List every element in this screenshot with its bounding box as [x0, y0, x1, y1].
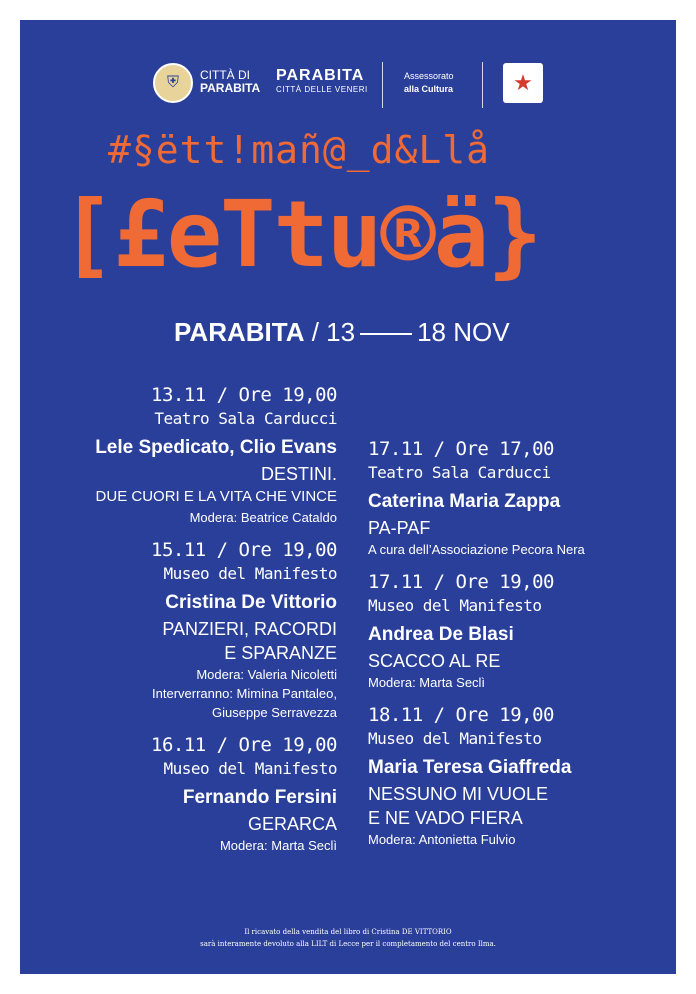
event-venue: Museo del Manifesto — [163, 564, 337, 583]
event-book-title: SCACCO AL RE — [368, 651, 501, 671]
title-line-1: #§ëtt!mañ@_d&Llå — [108, 128, 491, 172]
event-when: 13.11 / Ore 19,00 — [151, 384, 337, 406]
partner-logos — [20, 62, 676, 120]
event-author: Maria Teresa Giaffreda — [368, 757, 572, 778]
dateline-end: 18 NOV — [417, 317, 510, 347]
event-when: 16.11 / Ore 19,00 — [151, 734, 337, 756]
parabita-logo-subtitle: CITTÀ DELLE VENERI — [276, 85, 368, 94]
parabita-logo-title: PARABITA — [276, 67, 365, 84]
event-item — [37, 383, 337, 527]
event-note: Giuseppe Serravezza — [211, 705, 337, 720]
event-item — [368, 703, 668, 849]
event-when: 18.11 / Ore 19,00 — [368, 704, 554, 726]
title-line-2: [£eTtu®ä} — [60, 181, 541, 288]
citta-line1: CITTÀ DI — [200, 68, 250, 82]
event-note: Modera: Beatrice Cataldo — [189, 510, 337, 525]
dateline-start: 13 — [326, 317, 356, 347]
event-dateline — [174, 317, 510, 348]
assessorato-line1: Assessorato — [404, 71, 454, 81]
citta-line2: PARABITA — [200, 81, 261, 95]
event-author: Cristina De Vittorio — [165, 592, 337, 613]
events-left-column — [37, 383, 337, 866]
event-book-title: NESSUNO MI VUOLE — [368, 784, 549, 804]
event-venue: Teatro Sala Carducci — [154, 409, 337, 428]
dateline-city: PARABITA — [174, 317, 305, 347]
event-note: Modera: Valeria Nicoletti — [196, 667, 337, 682]
servizio-civile-universale-star-icon: ★ — [503, 63, 543, 103]
event-item — [368, 570, 668, 692]
city-crest-icon: ⛨ — [153, 63, 193, 103]
event-note: A cura dell’Associazione Pecora Nera — [368, 542, 585, 557]
dateline-separator: / — [304, 317, 327, 347]
event-book-title: E SPARANZE — [224, 643, 337, 663]
event-when: 17.11 / Ore 17,00 — [368, 438, 554, 460]
footer-line-1: Il ricavato della vendita del libro di Cristina DE VITTORIO — [244, 928, 452, 936]
event-when: 15.11 / Ore 19,00 — [151, 539, 337, 561]
event-author: Lele Spedicato, Clio Evans — [95, 437, 337, 458]
event-note: Modera: Antonietta Fulvio — [368, 832, 516, 847]
logo-divider — [382, 62, 383, 108]
event-author: Fernando Fersini — [182, 787, 337, 808]
events-right-column — [368, 437, 668, 860]
event-book-title: E NE VADO FIERA — [368, 808, 523, 828]
event-poster — [20, 20, 676, 974]
event-book-title: GERARCA — [247, 814, 337, 834]
event-note: Modera: Marta Seclì — [368, 675, 486, 690]
event-book-title: DUE CUORI E LA VITA CHE VINCE — [95, 488, 337, 505]
event-author: Caterina Maria Zappa — [368, 491, 561, 512]
event-item — [37, 733, 337, 855]
event-venue: Teatro Sala Carducci — [368, 463, 551, 482]
event-note: Interverranno: Mimina Pantaleo, — [152, 686, 337, 701]
event-venue: Museo del Manifesto — [368, 729, 542, 748]
footer-line-2: sarà interamente devoluto alla LILT di Lecce per il completamento del centro Ilma. — [200, 940, 496, 948]
event-note: Modera: Marta Seclì — [219, 838, 337, 853]
logo-divider — [482, 62, 483, 108]
dateline-dash — [360, 333, 412, 335]
event-book-title: PANZIERI, RACORDI — [162, 619, 337, 639]
event-venue: Museo del Manifesto — [163, 759, 337, 778]
event-item — [368, 437, 668, 559]
event-venue: Museo del Manifesto — [368, 596, 542, 615]
citta-di-parabita-logo — [200, 69, 260, 95]
assessorato-logo — [404, 70, 454, 96]
event-book-title: DESTINI. — [260, 464, 337, 484]
event-item — [37, 538, 337, 722]
assessorato-line2: alla Cultura — [404, 84, 454, 94]
footer-note — [20, 926, 676, 950]
event-when: 17.11 / Ore 19,00 — [368, 571, 554, 593]
event-author: Andrea De Blasi — [368, 624, 514, 645]
parabita-city-logo — [276, 67, 368, 94]
event-book-title: PA-PAF — [368, 518, 431, 538]
